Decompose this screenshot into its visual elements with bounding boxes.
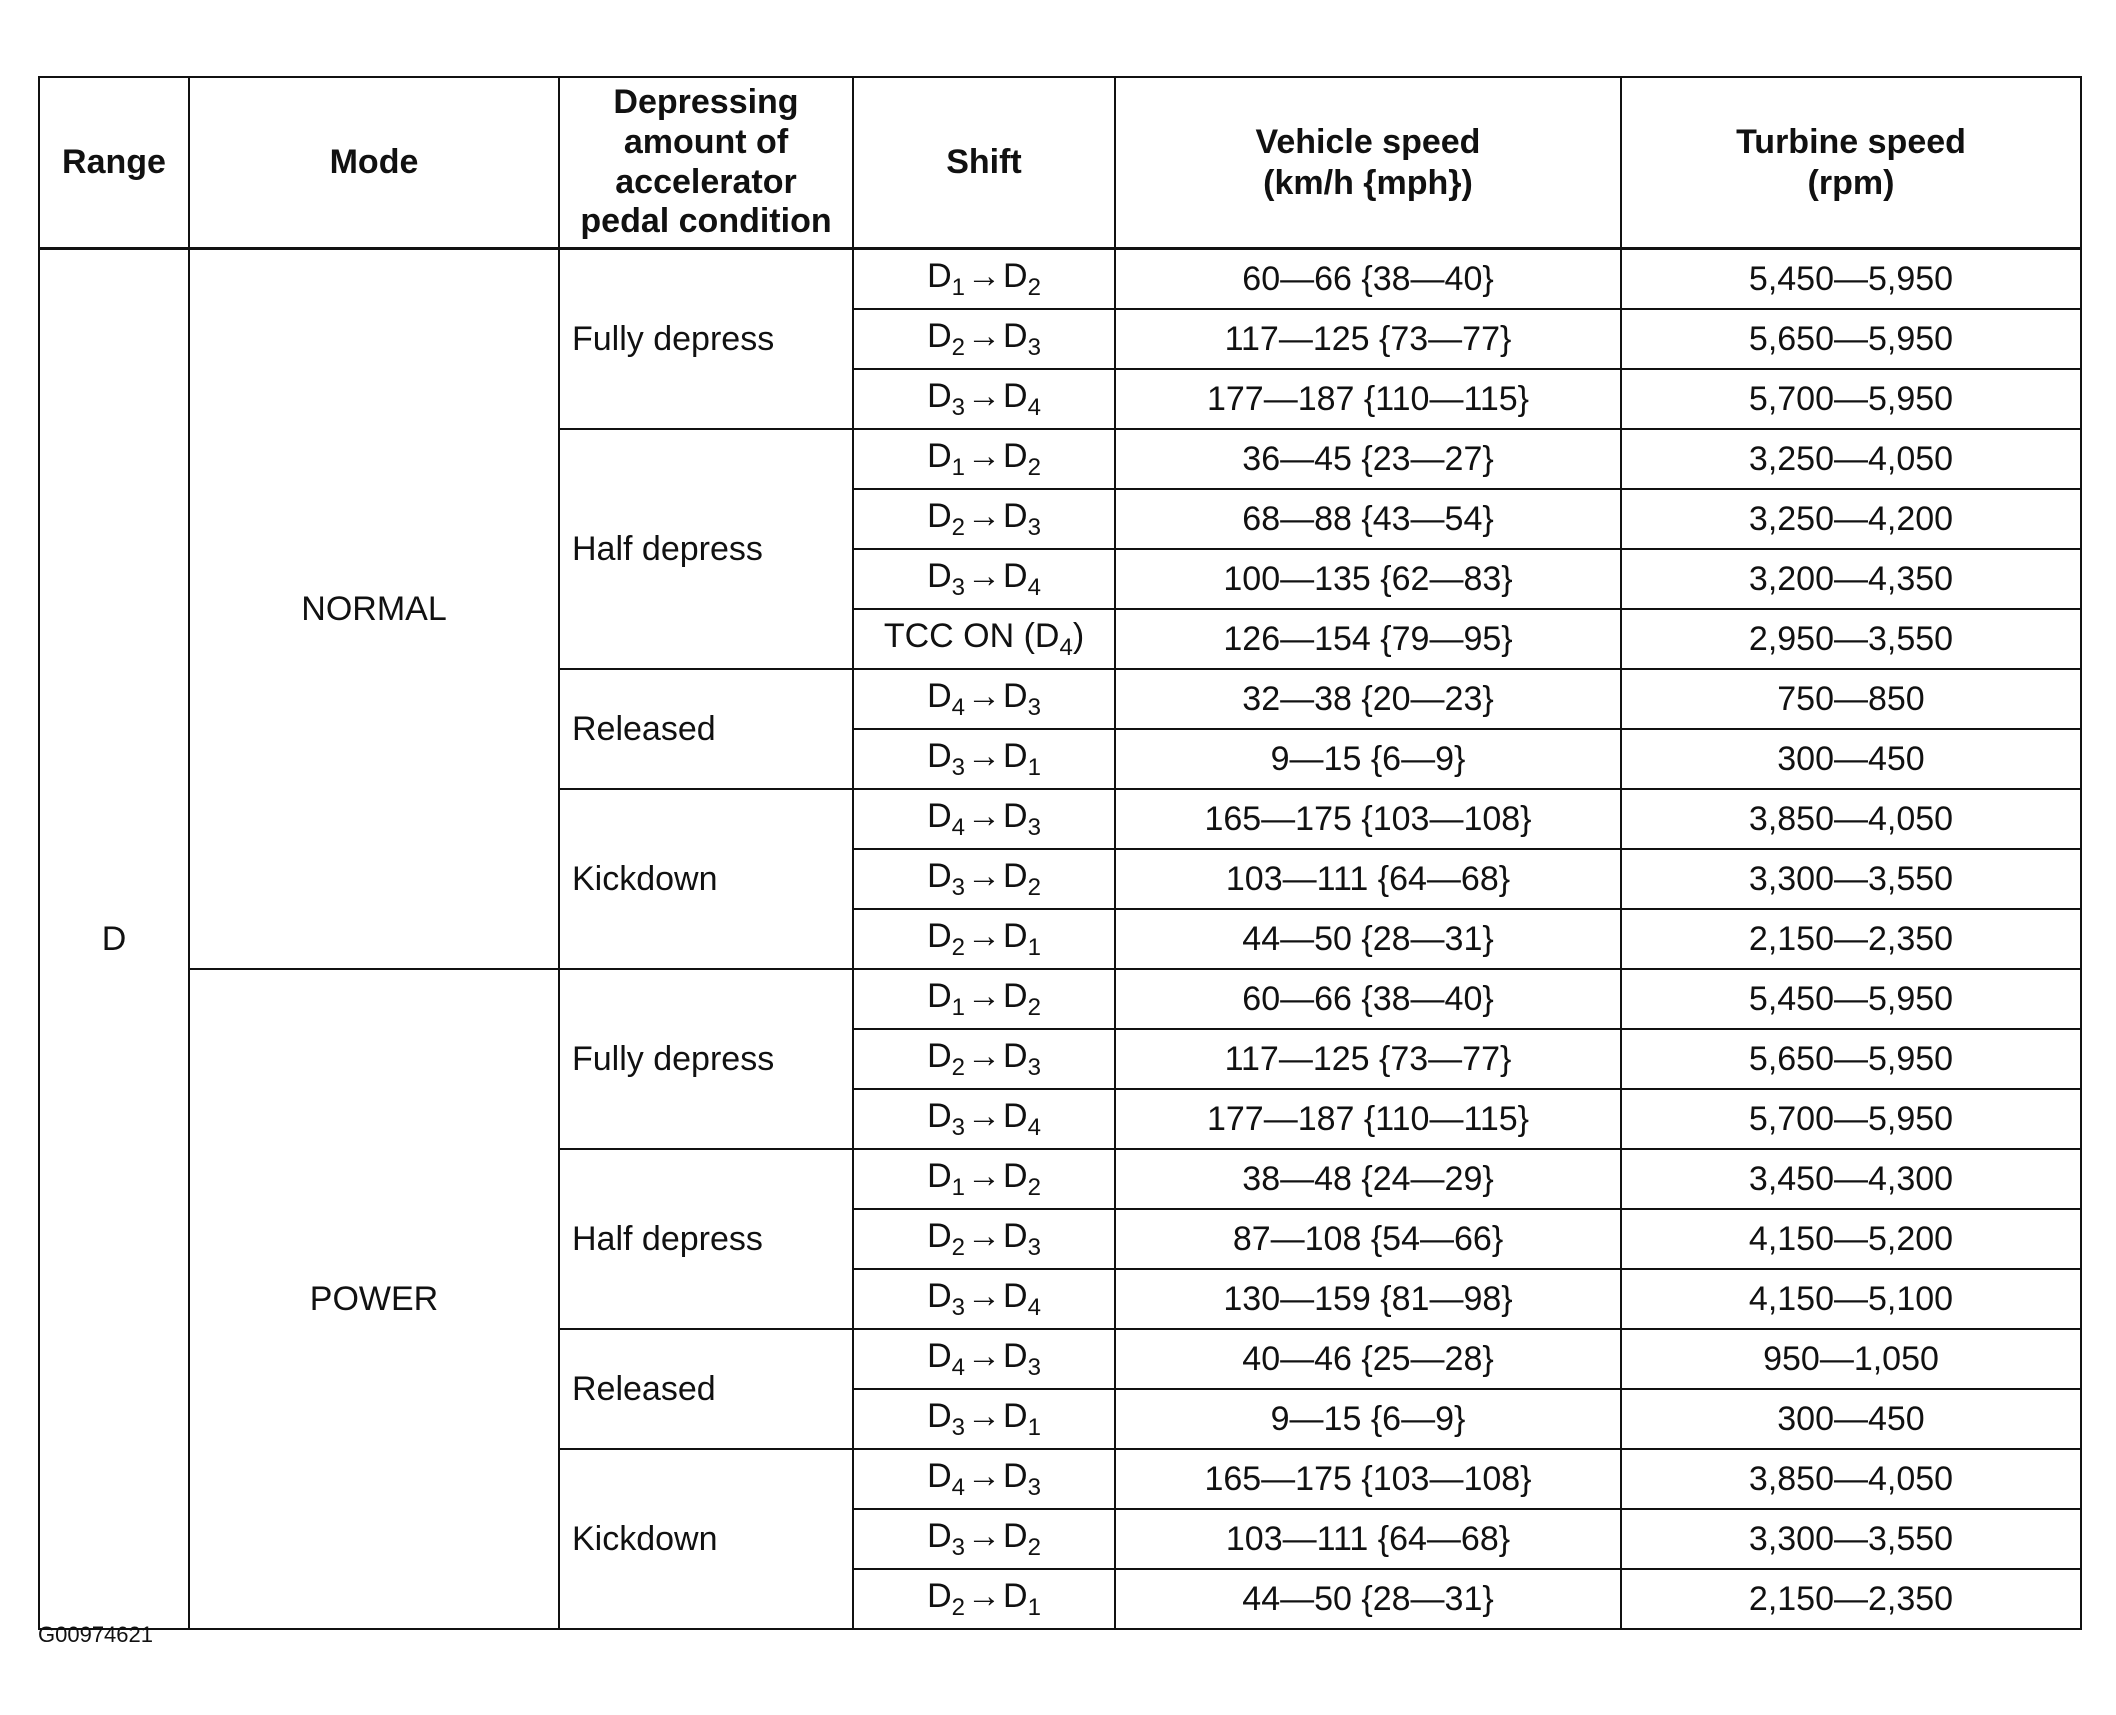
range-cell xyxy=(39,1089,189,1149)
vehicle-speed-cell: 36—45 {23—27} xyxy=(1115,429,1621,489)
table-row xyxy=(39,249,2081,310)
shift-to-subscript: 1 xyxy=(1027,753,1041,781)
range-cell xyxy=(39,369,189,429)
range-cell xyxy=(39,669,189,729)
vehicle-speed-cell: 60—66 {38—40} xyxy=(1115,249,1621,310)
turbine-speed-cell: 3,300—3,550 xyxy=(1621,1509,2081,1569)
shift-to-gear: D xyxy=(1003,556,1028,595)
header-pedal-line: Depressing xyxy=(613,82,799,121)
shift-to-subscript: 3 xyxy=(1027,813,1041,841)
shift-from-subscript: 3 xyxy=(951,1293,965,1321)
range-cell xyxy=(39,1149,189,1209)
range-cell xyxy=(39,309,189,369)
shift-to-gear: D xyxy=(1003,1336,1028,1375)
header-vehicle-speed-line: (km/h {mph}) xyxy=(1263,163,1473,202)
shift-from-subscript: 3 xyxy=(951,1533,965,1561)
pedal-condition-cell: Half depress xyxy=(559,1149,853,1329)
vehicle-speed-cell: 9—15 {6—9} xyxy=(1115,1389,1621,1449)
shift-from-subscript: 1 xyxy=(951,993,965,1021)
shift-cell xyxy=(853,489,1115,549)
shift-arrow-icon: → xyxy=(967,1096,1001,1135)
turbine-speed-cell: 4,150—5,100 xyxy=(1621,1269,2081,1329)
shift-arrow-icon: → xyxy=(967,1456,1001,1495)
shift-to-subscript: 2 xyxy=(1027,1173,1041,1201)
shift-cell xyxy=(853,369,1115,429)
shift-arrow-icon: → xyxy=(967,256,1001,295)
turbine-speed-cell: 3,300—3,550 xyxy=(1621,849,2081,909)
vehicle-speed-cell: 40—46 {25—28} xyxy=(1115,1329,1621,1389)
turbine-speed-cell: 300—450 xyxy=(1621,729,2081,789)
vehicle-speed-cell: 60—66 {38—40} xyxy=(1115,969,1621,1029)
shift-to-gear: D xyxy=(1003,1036,1028,1075)
vehicle-speed-cell: 117—125 {73—77} xyxy=(1115,1029,1621,1089)
shift-arrow-icon: → xyxy=(967,1156,1001,1195)
range-cell xyxy=(39,429,189,489)
table-row xyxy=(39,969,2081,1029)
shift-to-subscript: 4 xyxy=(1027,393,1041,421)
shift-cell xyxy=(853,1329,1115,1389)
shift-arrow-icon: → xyxy=(967,1576,1001,1615)
shift-to-subscript: 3 xyxy=(1027,1473,1041,1501)
shift-from-subscript: 1 xyxy=(951,273,965,301)
range-cell xyxy=(39,1569,189,1629)
range-cell xyxy=(39,849,189,909)
pedal-condition-cell: Half depress xyxy=(559,429,853,669)
shift-cell xyxy=(853,1389,1115,1449)
shift-arrow-icon: → xyxy=(967,496,1001,535)
shift-to-gear: D xyxy=(1003,1216,1028,1255)
vehicle-speed-cell: 9—15 {6—9} xyxy=(1115,729,1621,789)
vehicle-speed-cell: 68—88 {43—54} xyxy=(1115,489,1621,549)
vehicle-speed-cell: 165—175 {103—108} xyxy=(1115,789,1621,849)
header-turbine-speed-line: (rpm) xyxy=(1807,163,1895,202)
shift-from-gear: D xyxy=(927,1036,952,1075)
shift-arrow-icon: → xyxy=(967,736,1001,775)
header-pedal-condition xyxy=(559,77,853,249)
shift-from-gear: D xyxy=(927,436,952,475)
header-mode: Mode xyxy=(189,77,559,249)
range-cell xyxy=(39,1209,189,1269)
mode-cell: NORMAL xyxy=(189,249,559,970)
shift-to-gear: D xyxy=(1003,436,1028,475)
shift-to-gear: D xyxy=(1003,1276,1028,1315)
shift-to-subscript: 2 xyxy=(1027,453,1041,481)
shift-cell xyxy=(853,249,1115,310)
pedal-condition-cell: Released xyxy=(559,1329,853,1449)
shift-to-gear: D xyxy=(1003,856,1028,895)
shift-from-subscript: 3 xyxy=(951,1413,965,1441)
turbine-speed-cell: 300—450 xyxy=(1621,1389,2081,1449)
shift-to-subscript: 2 xyxy=(1027,1533,1041,1561)
vehicle-speed-cell: 38—48 {24—29} xyxy=(1115,1149,1621,1209)
shift-from-gear: D xyxy=(927,1156,952,1195)
shift-cell xyxy=(853,1089,1115,1149)
vehicle-speed-cell: 103—111 {64—68} xyxy=(1115,849,1621,909)
shift-to-subscript: 1 xyxy=(1027,933,1041,961)
shift-arrow-icon: → xyxy=(967,1396,1001,1435)
turbine-speed-cell: 5,650—5,950 xyxy=(1621,309,2081,369)
shift-from-subscript: 4 xyxy=(951,813,965,841)
shift-to-subscript: 3 xyxy=(1027,1353,1041,1381)
turbine-speed-cell: 3,450—4,300 xyxy=(1621,1149,2081,1209)
shift-from-subscript: 4 xyxy=(951,1473,965,1501)
vehicle-speed-cell: 87—108 {54—66} xyxy=(1115,1209,1621,1269)
shift-cell xyxy=(853,609,1115,669)
range-cell xyxy=(39,1269,189,1329)
shift-from-gear: D xyxy=(927,1576,952,1615)
header-vehicle-speed-line: Vehicle speed xyxy=(1255,122,1481,161)
vehicle-speed-cell: 177—187 {110—115} xyxy=(1115,369,1621,429)
shift-cell xyxy=(853,669,1115,729)
turbine-speed-cell: 5,450—5,950 xyxy=(1621,969,2081,1029)
shift-arrow-icon: → xyxy=(967,556,1001,595)
shift-text: TCC ON (D xyxy=(883,616,1060,655)
vehicle-speed-cell: 117—125 {73—77} xyxy=(1115,309,1621,369)
range-cell xyxy=(39,969,189,1029)
shift-arrow-icon: → xyxy=(967,1516,1001,1555)
shift-to-gear: D xyxy=(1003,1156,1028,1195)
vehicle-speed-cell: 44—50 {28—31} xyxy=(1115,1569,1621,1629)
shift-from-gear: D xyxy=(927,1096,952,1135)
shift-cell xyxy=(853,789,1115,849)
shift-arrow-icon: → xyxy=(967,1216,1001,1255)
shift-cell xyxy=(853,1149,1115,1209)
turbine-speed-cell: 3,850—4,050 xyxy=(1621,789,2081,849)
vehicle-speed-cell: 165—175 {103—108} xyxy=(1115,1449,1621,1509)
shift-arrow-icon: → xyxy=(967,436,1001,475)
range-cell xyxy=(39,729,189,789)
shift-from-subscript: 2 xyxy=(951,1593,965,1621)
shift-arrow-icon: → xyxy=(967,796,1001,835)
shift-from-subscript: 2 xyxy=(951,933,965,961)
shift-from-gear: D xyxy=(927,376,952,415)
shift-cell xyxy=(853,909,1115,969)
turbine-speed-cell: 2,950—3,550 xyxy=(1621,609,2081,669)
mode-cell: POWER xyxy=(189,969,559,1629)
shift-from-gear: D xyxy=(927,556,952,595)
shift-from-subscript: 3 xyxy=(951,393,965,421)
shift-cell xyxy=(853,429,1115,489)
shift-cell xyxy=(853,1029,1115,1089)
shift-cell xyxy=(853,1509,1115,1569)
header-pedal-line: pedal condition xyxy=(580,202,832,241)
shift-text-end: ) xyxy=(1072,616,1085,655)
shift-to-subscript: 2 xyxy=(1027,993,1041,1021)
turbine-speed-cell: 3,850—4,050 xyxy=(1621,1449,2081,1509)
turbine-speed-cell: 3,250—4,050 xyxy=(1621,429,2081,489)
shift-to-subscript: 4 xyxy=(1027,573,1041,601)
shift-to-gear: D xyxy=(1003,676,1028,715)
shift-to-gear: D xyxy=(1003,1396,1028,1435)
shift-to-subscript: 3 xyxy=(1027,333,1041,361)
shift-from-subscript: 2 xyxy=(951,1233,965,1261)
header-pedal-line: amount of xyxy=(623,122,789,161)
range-cell xyxy=(39,789,189,849)
turbine-speed-cell: 3,250—4,200 xyxy=(1621,489,2081,549)
shift-from-subscript: 3 xyxy=(951,1113,965,1141)
shift-to-gear: D xyxy=(1003,1096,1028,1135)
shift-from-gear: D xyxy=(927,1516,952,1555)
shift-to-subscript: 2 xyxy=(1027,273,1041,301)
shift-to-gear: D xyxy=(1003,256,1028,295)
range-cell xyxy=(39,1329,189,1389)
shift-cell xyxy=(853,729,1115,789)
shift-to-gear: D xyxy=(1003,796,1028,835)
shift-from-gear: D xyxy=(927,856,952,895)
range-cell xyxy=(39,249,189,310)
shift-from-subscript: 1 xyxy=(951,1173,965,1201)
range-value: D xyxy=(101,919,127,958)
shift-cell xyxy=(853,1449,1115,1509)
shift-arrow-icon: → xyxy=(967,1336,1001,1375)
range-cell xyxy=(39,1389,189,1449)
shift-to-gear: D xyxy=(1003,376,1028,415)
shift-to-subscript: 1 xyxy=(1027,1413,1041,1441)
shift-from-gear: D xyxy=(927,316,952,355)
shift-from-gear: D xyxy=(927,976,952,1015)
shift-cell xyxy=(853,1209,1115,1269)
table-header-row xyxy=(39,77,2081,249)
header-vehicle-speed xyxy=(1115,77,1621,249)
pedal-condition-cell: Fully depress xyxy=(559,969,853,1149)
shift-from-gear: D xyxy=(927,1396,952,1435)
shift-to-subscript: 4 xyxy=(1027,1293,1041,1321)
turbine-speed-cell: 5,450—5,950 xyxy=(1621,249,2081,310)
shift-from-gear: D xyxy=(927,496,952,535)
header-pedal-line: accelerator xyxy=(615,162,797,201)
shift-from-gear: D xyxy=(927,796,952,835)
figure-id: G00974621 xyxy=(38,1622,153,1647)
turbine-speed-cell: 5,650—5,950 xyxy=(1621,1029,2081,1089)
vehicle-speed-cell: 126—154 {79—95} xyxy=(1115,609,1621,669)
shift-cell xyxy=(853,549,1115,609)
shift-cell xyxy=(853,309,1115,369)
turbine-speed-cell: 750—850 xyxy=(1621,669,2081,729)
shift-arrow-icon: → xyxy=(967,316,1001,355)
shift-arrow-icon: → xyxy=(967,1276,1001,1315)
shift-arrow-icon: → xyxy=(967,856,1001,895)
shift-from-subscript: 2 xyxy=(951,333,965,361)
range-cell xyxy=(39,1449,189,1509)
shift-cell xyxy=(853,1569,1115,1629)
shift-to-subscript: 2 xyxy=(1027,873,1041,901)
shift-arrow-icon: → xyxy=(967,376,1001,415)
shift-from-subscript: 2 xyxy=(951,513,965,541)
shift-from-gear: D xyxy=(927,676,952,715)
pedal-condition-cell: Kickdown xyxy=(559,1449,853,1629)
shift-from-gear: D xyxy=(927,1276,952,1315)
vehicle-speed-cell: 177—187 {110—115} xyxy=(1115,1089,1621,1149)
shift-from-subscript: 3 xyxy=(951,753,965,781)
range-cell xyxy=(39,609,189,669)
shift-cell xyxy=(853,1269,1115,1329)
vehicle-speed-cell: 44—50 {28—31} xyxy=(1115,909,1621,969)
shift-from-gear: D xyxy=(927,916,952,955)
shift-from-subscript: 3 xyxy=(951,873,965,901)
shift-from-subscript: 1 xyxy=(951,453,965,481)
shift-from-subscript: 3 xyxy=(951,573,965,601)
header-shift: Shift xyxy=(853,77,1115,249)
turbine-speed-cell: 2,150—2,350 xyxy=(1621,909,2081,969)
shift-from-gear: D xyxy=(927,1456,952,1495)
turbine-speed-cell: 5,700—5,950 xyxy=(1621,369,2081,429)
header-turbine-speed xyxy=(1621,77,2081,249)
shift-to-gear: D xyxy=(1003,1576,1028,1615)
range-cell xyxy=(39,909,189,969)
turbine-speed-cell: 950—1,050 xyxy=(1621,1329,2081,1389)
shift-to-subscript: 3 xyxy=(1027,1053,1041,1081)
range-cell xyxy=(39,489,189,549)
shift-arrow-icon: → xyxy=(967,1036,1001,1075)
shift-to-subscript: 3 xyxy=(1027,693,1041,721)
range-cell xyxy=(39,549,189,609)
turbine-speed-cell: 3,200—4,350 xyxy=(1621,549,2081,609)
shift-text-subscript: 4 xyxy=(1059,633,1073,661)
shift-to-subscript: 3 xyxy=(1027,1233,1041,1261)
shift-arrow-icon: → xyxy=(967,916,1001,955)
shift-to-gear: D xyxy=(1003,316,1028,355)
vehicle-speed-cell: 103—111 {64—68} xyxy=(1115,1509,1621,1569)
pedal-condition-cell: Kickdown xyxy=(559,789,853,969)
table-body xyxy=(39,249,2081,1630)
pedal-condition-cell: Fully depress xyxy=(559,249,853,430)
shift-from-gear: D xyxy=(927,1216,952,1255)
shift-to-subscript: 3 xyxy=(1027,513,1041,541)
shift-from-subscript: 4 xyxy=(951,1353,965,1381)
header-range: Range xyxy=(39,77,189,249)
vehicle-speed-cell: 32—38 {20—23} xyxy=(1115,669,1621,729)
header-turbine-speed-line: Turbine speed xyxy=(1736,122,1966,161)
turbine-speed-cell: 4,150—5,200 xyxy=(1621,1209,2081,1269)
vehicle-speed-cell: 100—135 {62—83} xyxy=(1115,549,1621,609)
shift-cell xyxy=(853,849,1115,909)
shift-from-subscript: 4 xyxy=(951,693,965,721)
shift-from-gear: D xyxy=(927,1336,952,1375)
shift-to-gear: D xyxy=(1003,976,1028,1015)
shift-to-subscript: 4 xyxy=(1027,1113,1041,1141)
vehicle-speed-cell: 130—159 {81—98} xyxy=(1115,1269,1621,1329)
turbine-speed-cell: 5,700—5,950 xyxy=(1621,1089,2081,1149)
shift-arrow-icon: → xyxy=(967,976,1001,1015)
shift-from-subscript: 2 xyxy=(951,1053,965,1081)
shift-to-gear: D xyxy=(1003,496,1028,535)
shift-from-gear: D xyxy=(927,256,952,295)
pedal-condition-cell: Released xyxy=(559,669,853,789)
shift-to-gear: D xyxy=(1003,1456,1028,1495)
shift-to-subscript: 1 xyxy=(1027,1593,1041,1621)
shift-arrow-icon: → xyxy=(967,676,1001,715)
shift-to-gear: D xyxy=(1003,1516,1028,1555)
shift-to-gear: D xyxy=(1003,736,1028,775)
shift-speed-table xyxy=(38,76,2082,1630)
turbine-speed-cell: 2,150—2,350 xyxy=(1621,1569,2081,1629)
shift-from-gear: D xyxy=(927,736,952,775)
range-cell xyxy=(39,1029,189,1089)
shift-cell xyxy=(853,969,1115,1029)
shift-to-gear: D xyxy=(1003,916,1028,955)
range-cell xyxy=(39,1509,189,1569)
